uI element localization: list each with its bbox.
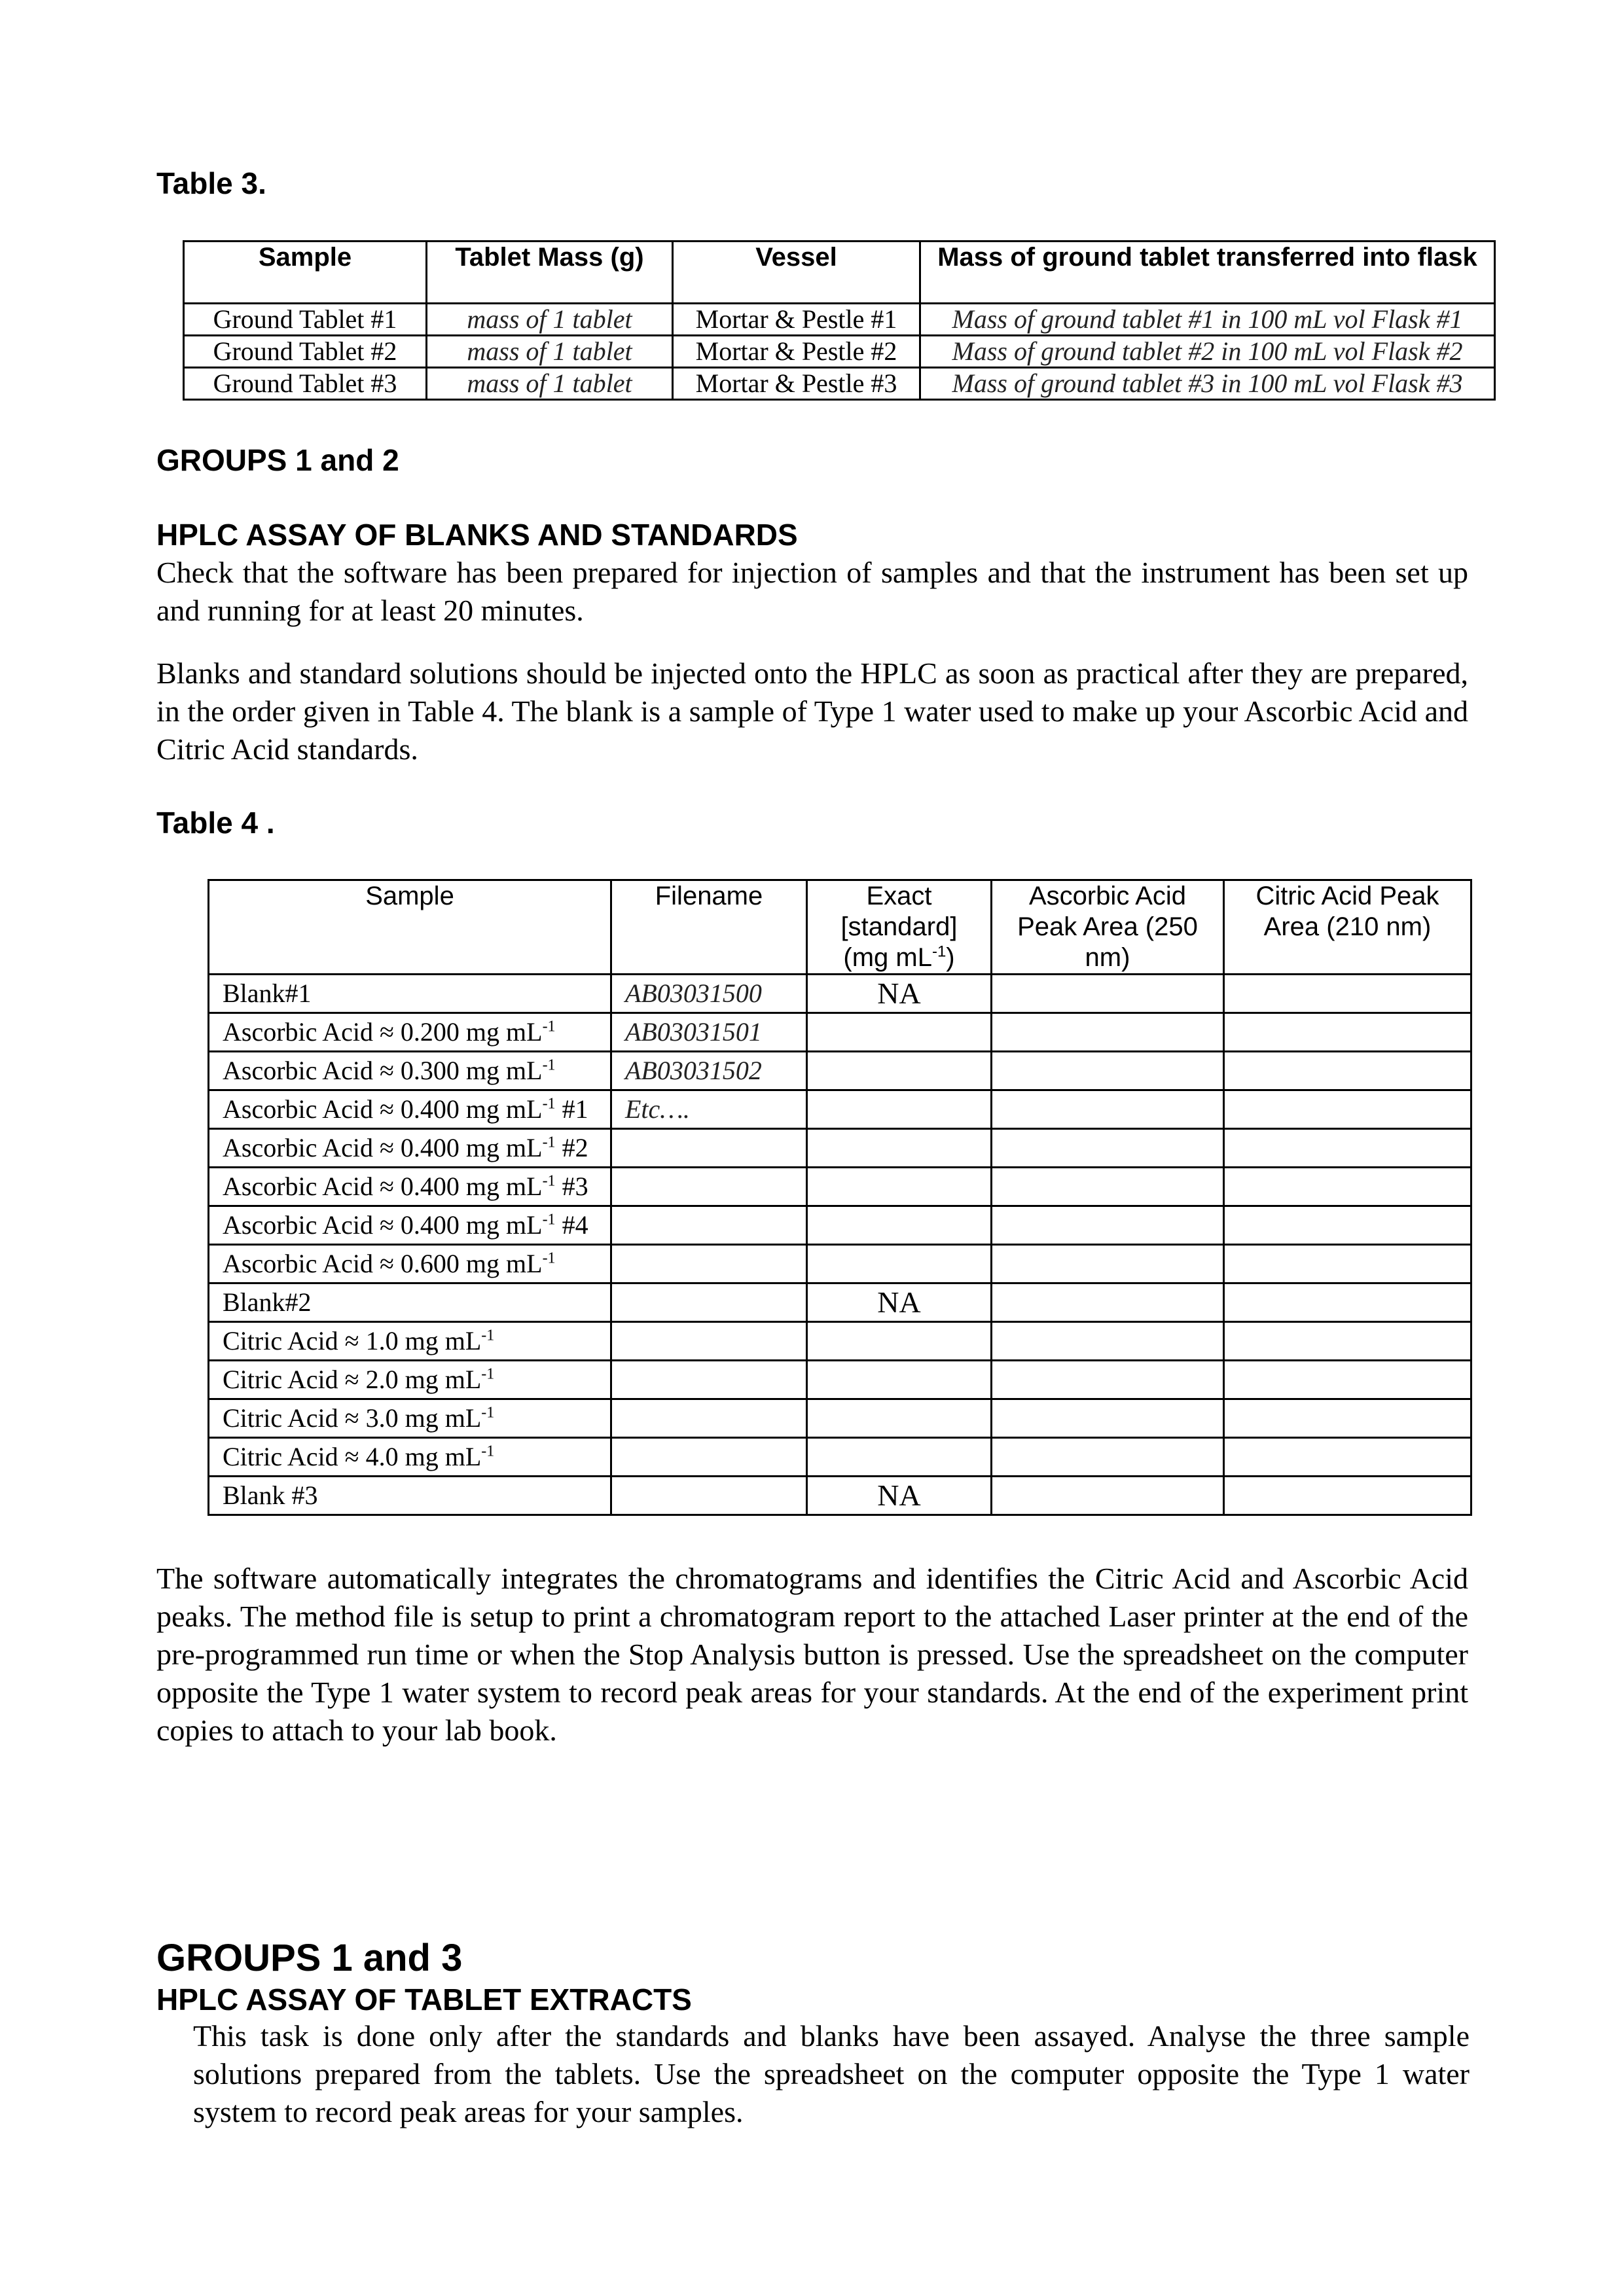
- cell-ascorbic-peak-area: [992, 1129, 1224, 1168]
- cell-ascorbic-peak-area: [992, 1245, 1224, 1283]
- cell-ascorbic-peak-area: [992, 1168, 1224, 1206]
- header-exact-unit: (mg mL: [843, 943, 932, 972]
- header-exact-sup: -1: [931, 942, 947, 961]
- header-mass-transferred: Mass of ground tablet transferred into flask: [920, 242, 1495, 304]
- header-exact-close: ): [946, 943, 955, 972]
- sample-unit-sup: -1: [542, 1056, 556, 1074]
- table-row: [184, 368, 1495, 400]
- cell-citric-peak-area: [1224, 1090, 1471, 1129]
- cell-sample: [209, 1438, 611, 1477]
- cell-exact-standard: NA: [807, 1283, 992, 1322]
- section-heading-blanks-standards: HPLC ASSAY OF BLANKS AND STANDARDS: [156, 518, 798, 552]
- table-row: [184, 336, 1495, 368]
- sample-unit-sup: -1: [542, 1134, 556, 1151]
- paragraph-tablet-extracts: This task is done only after the standards and blanks have been assayed. Analyse the three sample solutions prepared from the tablets. Use the spreadsheet on the computer opposite the Type 1 water system to record peak areas for your samples.: [193, 2019, 1470, 2128]
- paragraph-software-check: Check that the software has been prepared for injection of samples and that the instrument has been set up and running for at least 20 minutes.: [156, 556, 1468, 627]
- sample-label: Ascorbic Acid ≈ 0.400 mg mL: [223, 1210, 543, 1240]
- sample-label: Ascorbic Acid ≈ 0.300 mg mL: [223, 1056, 543, 1085]
- cell-filename: [611, 1168, 807, 1206]
- sample-label: Blank #3: [223, 1480, 318, 1510]
- cell-filename: [611, 1245, 807, 1283]
- cell-ascorbic-peak-area: [992, 1477, 1224, 1515]
- table-header-row: [184, 242, 1495, 304]
- cell-sample: [209, 1090, 611, 1129]
- cell-exact-standard: NA: [807, 1477, 992, 1515]
- cell-ascorbic-peak-area: [992, 1361, 1224, 1399]
- cell-exact-standard: [807, 1013, 992, 1052]
- cell-sample: [209, 1206, 611, 1245]
- sample-unit-sup: -1: [542, 1172, 556, 1190]
- sample-suffix: #3: [555, 1172, 588, 1201]
- cell-vessel: Mortar & Pestle #2: [673, 336, 920, 368]
- cell-exact-standard: [807, 1090, 992, 1129]
- table4-title: Table 4 .: [156, 806, 275, 840]
- cell-filename: AB03031501: [611, 1013, 807, 1052]
- cell-ascorbic-peak-area: [992, 975, 1224, 1013]
- cell-citric-peak-area: [1224, 1245, 1471, 1283]
- cell-sample: [209, 1361, 611, 1399]
- cell-sample: [209, 1129, 611, 1168]
- group-heading-1-3: GROUPS 1 and 3: [156, 1937, 463, 1979]
- cell-filename: AB03031500: [611, 975, 807, 1013]
- sample-label: Citric Acid ≈ 1.0 mg mL: [223, 1326, 482, 1355]
- cell-ascorbic-peak-area: [992, 1206, 1224, 1245]
- cell-exact-standard: [807, 1361, 992, 1399]
- sample-unit-sup: -1: [542, 1018, 556, 1035]
- table-row: [209, 975, 1471, 1013]
- sample-unit-sup: -1: [542, 1249, 556, 1267]
- sample-unit-sup: -1: [481, 1365, 495, 1383]
- table-row: [209, 1013, 1471, 1052]
- table-row: [209, 1168, 1471, 1206]
- header-exact-line2: [standard]: [840, 912, 958, 941]
- sample-unit-sup: -1: [542, 1211, 556, 1229]
- cell-citric-peak-area: [1224, 1477, 1471, 1515]
- header-tablet-mass: Tablet Mass (g): [427, 242, 673, 304]
- table-row: [209, 1129, 1471, 1168]
- sample-unit-sup: -1: [481, 1404, 495, 1422]
- cell-sample: Ground Tablet #1: [184, 304, 427, 336]
- cell-filename: Etc….: [611, 1090, 807, 1129]
- table3-title: Table 3.: [156, 166, 266, 200]
- paragraph-blank-injection: Blanks and standard solutions should be injected onto the HPLC as soon as practical after they are prepared, in the order given in Table 4. The blank is a sample of Type 1 water used to make up your Ascorbic Acid and Citric Acid standards.: [156, 656, 1468, 766]
- table-row: [209, 1477, 1471, 1515]
- cell-filename: [611, 1206, 807, 1245]
- cell-ascorbic-peak-area: [992, 1052, 1224, 1090]
- cell-sample: [209, 1322, 611, 1361]
- cell-ascorbic-peak-area: [992, 1399, 1224, 1438]
- table-row: [209, 1361, 1471, 1399]
- sample-label: Blank#1: [223, 978, 312, 1008]
- header-ascorbic-peak-area: Ascorbic Acid Peak Area (250 nm): [992, 880, 1224, 975]
- header-sample: Sample: [184, 242, 427, 304]
- cell-citric-peak-area: [1224, 1399, 1471, 1438]
- header-filename: Filename: [611, 880, 807, 975]
- sample-suffix: #4: [555, 1210, 588, 1240]
- cell-citric-peak-area: [1224, 1361, 1471, 1399]
- cell-tablet-mass: mass of 1 tablet: [427, 304, 673, 336]
- cell-mass-transferred: Mass of ground tablet #3 in 100 mL vol Flask #3: [920, 368, 1495, 400]
- table-row: [209, 1399, 1471, 1438]
- cell-filename: [611, 1283, 807, 1322]
- table-row: [209, 1206, 1471, 1245]
- table-row: [209, 1283, 1471, 1322]
- cell-vessel: Mortar & Pestle #1: [673, 304, 920, 336]
- cell-citric-peak-area: [1224, 1206, 1471, 1245]
- cell-sample: [209, 1168, 611, 1206]
- cell-citric-peak-area: [1224, 1052, 1471, 1090]
- cell-filename: [611, 1322, 807, 1361]
- cell-filename: AB03031502: [611, 1052, 807, 1090]
- cell-sample: [209, 1245, 611, 1283]
- cell-citric-peak-area: [1224, 1283, 1471, 1322]
- cell-sample: [209, 1399, 611, 1438]
- cell-sample: [209, 975, 611, 1013]
- cell-sample: [209, 1283, 611, 1322]
- cell-sample: [209, 1477, 611, 1515]
- cell-sample: [209, 1052, 611, 1090]
- cell-ascorbic-peak-area: [992, 1438, 1224, 1477]
- sample-label: Citric Acid ≈ 2.0 mg mL: [223, 1365, 482, 1394]
- cell-ascorbic-peak-area: [992, 1283, 1224, 1322]
- sample-suffix: #1: [555, 1094, 588, 1124]
- cell-tablet-mass: mass of 1 tablet: [427, 368, 673, 400]
- cell-exact-standard: [807, 1438, 992, 1477]
- header-vessel: Vessel: [673, 242, 920, 304]
- cell-citric-peak-area: [1224, 1013, 1471, 1052]
- cell-mass-transferred: Mass of ground tablet #1 in 100 mL vol Flask #1: [920, 304, 1495, 336]
- cell-citric-peak-area: [1224, 1322, 1471, 1361]
- cell-sample: [209, 1013, 611, 1052]
- table-row: [209, 1438, 1471, 1477]
- cell-filename: [611, 1129, 807, 1168]
- table-row: [209, 1052, 1471, 1090]
- sample-unit-sup: -1: [542, 1095, 556, 1113]
- header-sample: Sample: [209, 880, 611, 975]
- cell-citric-peak-area: [1224, 1438, 1471, 1477]
- cell-sample: Ground Tablet #3: [184, 368, 427, 400]
- cell-exact-standard: [807, 1206, 992, 1245]
- cell-filename: [611, 1361, 807, 1399]
- cell-vessel: Mortar & Pestle #3: [673, 368, 920, 400]
- cell-exact-standard: [807, 1399, 992, 1438]
- cell-sample: Ground Tablet #2: [184, 336, 427, 368]
- sample-label: Ascorbic Acid ≈ 0.400 mg mL: [223, 1094, 543, 1124]
- cell-tablet-mass: mass of 1 tablet: [427, 336, 673, 368]
- cell-exact-standard: NA: [807, 975, 992, 1013]
- header-citric-peak-area: Citric Acid Peak Area (210 nm): [1224, 880, 1471, 975]
- table-4: [208, 879, 1472, 1516]
- table-row: [209, 1322, 1471, 1361]
- cell-exact-standard: [807, 1168, 992, 1206]
- cell-exact-standard: [807, 1052, 992, 1090]
- cell-exact-standard: [807, 1245, 992, 1283]
- sample-unit-sup: -1: [481, 1327, 495, 1344]
- table-row: [209, 1245, 1471, 1283]
- cell-filename: [611, 1438, 807, 1477]
- group-heading-1-2: GROUPS 1 and 2: [156, 443, 399, 477]
- cell-ascorbic-peak-area: [992, 1013, 1224, 1052]
- sample-label: Citric Acid ≈ 4.0 mg mL: [223, 1442, 482, 1471]
- sample-label: Citric Acid ≈ 3.0 mg mL: [223, 1403, 482, 1433]
- header-exact-line3: [816, 942, 983, 973]
- table-row: [209, 1090, 1471, 1129]
- table-3: [183, 240, 1496, 401]
- cell-mass-transferred: Mass of ground tablet #2 in 100 mL vol Flask #2: [920, 336, 1495, 368]
- cell-ascorbic-peak-area: [992, 1322, 1224, 1361]
- cell-exact-standard: [807, 1129, 992, 1168]
- header-exact-line1: Exact: [866, 882, 932, 910]
- cell-citric-peak-area: [1224, 975, 1471, 1013]
- sample-label: Ascorbic Acid ≈ 0.400 mg mL: [223, 1133, 543, 1162]
- section-heading-tablet-extracts: HPLC ASSAY OF TABLET EXTRACTS: [156, 1982, 692, 2017]
- cell-filename: [611, 1477, 807, 1515]
- paragraph-software-integration: The software automatically integrates the chromatograms and identifies the Citric Acid and Ascorbic Acid peaks. The method file is setup to print a chromatogram report to the attached Laser printer at the end of the pre-programmed run time or when the Stop Analysis button is pressed. Use the spreadsheet on the computer opposite the Type 1 water system to record peak areas for your standards. At the end of the experiment print copies to attach to your lab book.: [156, 1562, 1468, 1747]
- cell-citric-peak-area: [1224, 1129, 1471, 1168]
- table-header-row: [209, 880, 1471, 975]
- cell-filename: [611, 1399, 807, 1438]
- sample-label: Ascorbic Acid ≈ 0.400 mg mL: [223, 1172, 543, 1201]
- sample-label: Ascorbic Acid ≈ 0.600 mg mL: [223, 1249, 543, 1278]
- table-row: [184, 304, 1495, 336]
- sample-suffix: #2: [555, 1133, 588, 1162]
- sample-label: Blank#2: [223, 1287, 312, 1317]
- cell-citric-peak-area: [1224, 1168, 1471, 1206]
- sample-unit-sup: -1: [481, 1443, 495, 1460]
- cell-exact-standard: [807, 1322, 992, 1361]
- header-exact-standard: [807, 880, 992, 975]
- cell-ascorbic-peak-area: [992, 1090, 1224, 1129]
- sample-label: Ascorbic Acid ≈ 0.200 mg mL: [223, 1017, 543, 1047]
